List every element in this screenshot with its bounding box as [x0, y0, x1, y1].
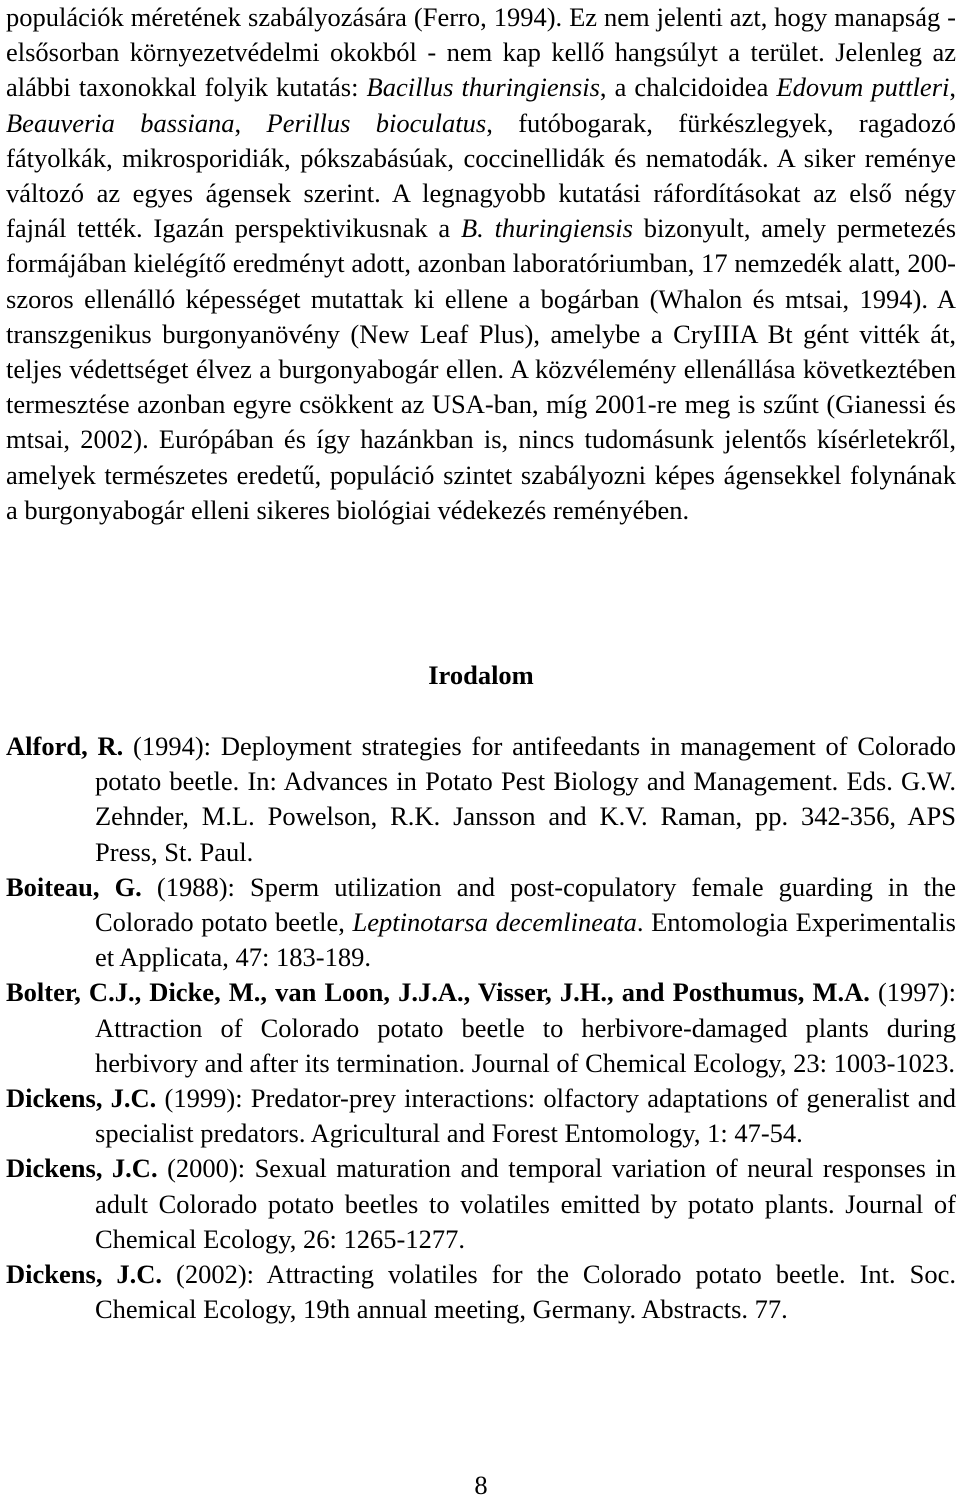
species-name: Perillus bioculatus — [266, 107, 487, 138]
reference-item — [6, 870, 956, 976]
reference-author: Dickens, J.C. — [6, 1259, 163, 1290]
species-name: Leptinotarsa decemlineata — [352, 907, 637, 938]
body-text-segment: bizonyult, amely permetezés formájában kielégítő eredményt adott, azonban laboratóriumban, 17 nemzedék alatt, 200-szoros ellenálló képességet mutattak ki ellene a bogárban (Whalon és mtsai, 1994). A transzgenikus burgonyanövény (New Leaf Plus), amelybe a CryIIIA Bt gént vitték át, teljes védettséget élvez a burgonyabogár ellen. A közvélemény ellenállása következtében termesztése azonban egyre csökkent az USA-ban, míg 2001-re meg is szűnt (Gianessi és mtsai, 2002). Európában és így hazánkban is, nincs tudomásunk jelentős kísérletekről, amelyek természetes eredetű, populáció szintet szabályozni képes ágensekkel folynának a burgonyabogár elleni sikeres biológiai védekezés reményében. — [6, 213, 957, 525]
reference-list — [6, 729, 956, 1327]
body-text-segment: , a chalcidoidea — [599, 72, 777, 103]
reference-item — [6, 975, 956, 1081]
species-name: Beauveria bassiana — [6, 107, 235, 138]
reference-text: (2002): Attracting volatiles for the Colorado potato beetle. Int. Soc. Chemical Ecology, 19th annual meeting, Germany. Abstracts. 77. — [95, 1259, 956, 1325]
body-paragraph — [6, 0, 956, 528]
reference-item — [6, 729, 956, 870]
page-number: 8 — [474, 1470, 488, 1500]
reference-text: (1997): Attraction of Colorado potato beetle to herbivore-damaged plants during herbivory and after its termination. Journal of Chemical Ecology, 23: 1003-1023. — [95, 977, 956, 1078]
section-heading: Irodalom — [428, 660, 534, 690]
reference-author: Dickens, J.C. — [6, 1153, 158, 1184]
document-page — [6, 0, 956, 1501]
reference-text: (2000): Sexual maturation and temporal variation of neural responses in adult Colorado potato beetles to volatiles emitted by potato plants. Journal of Chemical Ecology, 26: 1265-1277. — [95, 1153, 956, 1254]
reference-text: (1994): Deployment strategies for antifeedants in management of Colorado potato beetle. In: Advances in Potato Pest Biology and Management. Eds. G.W. Zehnder, M.L. Powelson, R.K. Jansson and K.V. Raman, pp. 342-356, APS Press, St. Paul. — [95, 731, 956, 867]
reference-text: . Entomologia Experimentalis et Applicata, 47: 183-189. — [95, 907, 956, 973]
body-text-segment: populációk méretének szabályozására (Ferro, 1994). Ez nem jelenti azt, hogy manapság - elsősorban környezetvédelmi okokból - nem kap kellő hangsúlyt a terület. Jelenleg az alábbi taxonokkal folyik kutatás: — [6, 2, 956, 103]
body-text-segment: , — [949, 72, 956, 103]
reference-item — [6, 1151, 956, 1257]
body-text-segment: , futóbogarak, fürkészlegyek, ragadozó fátyolkák, mikrosporidiák, pókszabásúak, coccinellidák és nematodák. A siker reménye változó az egyes ágensek szerint. A legnagyobb kutatási ráfordításokat az első négy fajnál tették. Igazán perspektivikusnak a — [6, 107, 956, 244]
reference-author: Alford, R. — [6, 731, 124, 761]
reference-author: Dickens, J.C. — [6, 1083, 157, 1114]
species-name: B. thuringiensis — [460, 213, 633, 244]
reference-author: Bolter, C.J., Dicke, M., van Loon, J.J.A., Visser, J.H., and Posthumus, M.A. — [6, 977, 870, 1008]
reference-text: (1988): Sperm utilization and post-copulatory female guarding in the Colorado potato beetle, — [95, 871, 956, 938]
reference-item — [6, 1257, 956, 1327]
species-name: Edovum puttleri — [776, 72, 950, 103]
body-text-segment: , — [234, 107, 267, 138]
species-name: Bacillus thuringiensis — [366, 72, 600, 103]
reference-text: (1999): Predator-prey interactions: olfactory adaptations of generalist and specialist predators. Agricultural and Forest Entomology, 1: 47-54. — [95, 1083, 956, 1149]
reference-author: Boiteau, G. — [6, 871, 142, 902]
reference-item — [6, 1081, 956, 1151]
